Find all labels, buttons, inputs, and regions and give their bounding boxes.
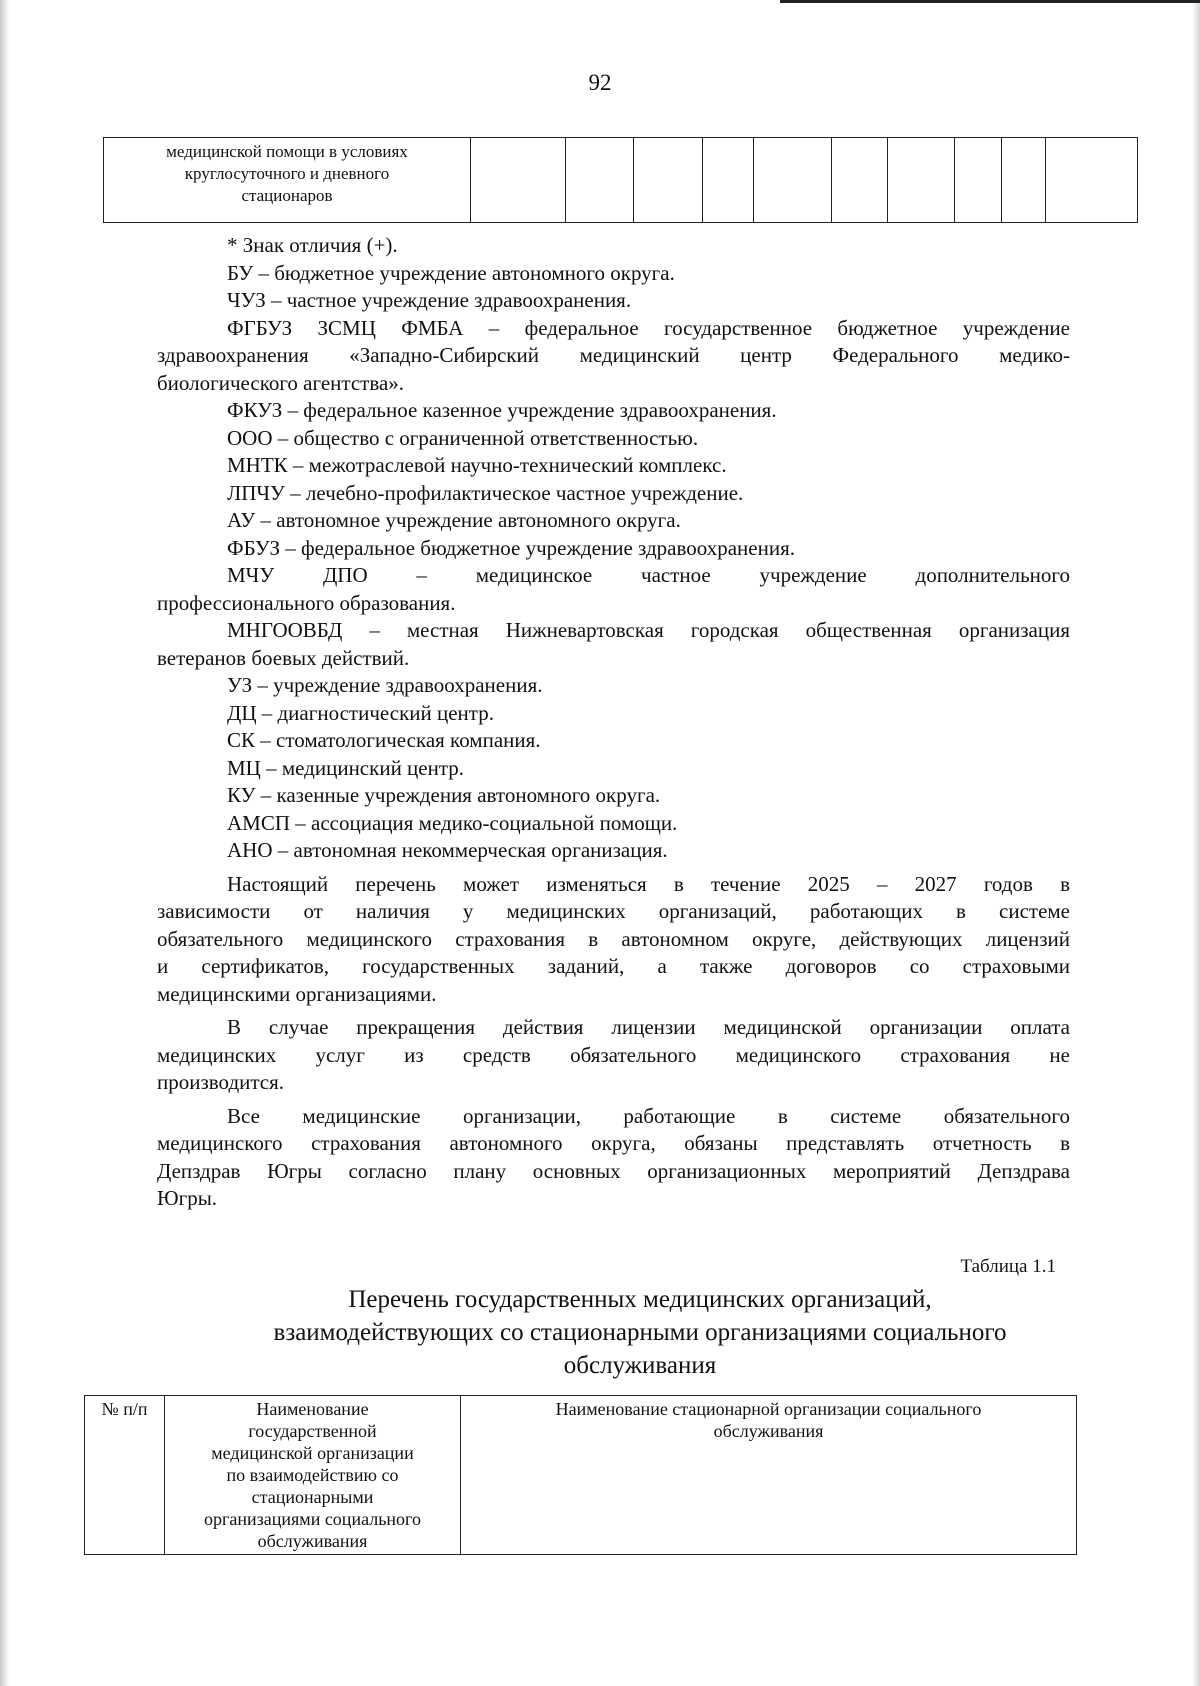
table-header-row: [85, 1396, 1077, 1555]
paragraph-line: Югры.: [157, 1186, 218, 1210]
note-line: * Знак отличия (+).: [227, 233, 398, 257]
abbreviations-list: [157, 232, 1070, 1213]
table-cell: [955, 138, 1002, 223]
note-line: МЧУ ДПО – медицинское частное учреждение дополнительного: [227, 563, 1070, 587]
table-cell: [754, 138, 832, 223]
note-line: УЗ – учреждение здравоохранения.: [227, 673, 543, 697]
note-line: здравоохранения «Западно-Сибирский медицинский центр Федерального медико-: [157, 343, 1070, 367]
paragraph-line: В случае прекращения действия лицензии медицинской организации оплата: [227, 1015, 1070, 1039]
table-cell: [1002, 138, 1046, 223]
note-line: ФБУЗ – федеральное бюджетное учреждение здравоохранения.: [227, 535, 795, 560]
column-header-medical-organization: Наименование государственной медицинской организации по взаимодействию со стационарными организациями социального обслуживания: [165, 1396, 461, 1555]
paragraph: [157, 871, 1070, 1009]
table-title-line: Перечень государственных медицинских организаций,: [348, 1286, 932, 1313]
paragraph-line: медицинских услуг из средств обязательного медицинского страхования не: [157, 1042, 1070, 1067]
note-line: МНГООВБД – местная Нижневартовская городская общественная организация: [227, 618, 1070, 642]
note-line: ЛПЧУ – лечебно-профилактическое частное учреждение.: [227, 480, 744, 505]
scan-edge-top: [780, 0, 1200, 3]
note-line: АНО – автономная некоммерческая организация.: [227, 838, 668, 862]
table-cell: [566, 138, 634, 223]
table-cell: [104, 138, 471, 223]
note-line: БУ – бюджетное учреждение автономного округа.: [227, 260, 675, 285]
paragraph-line: Все медицинские организации, работающие в системе обязательного: [227, 1103, 1070, 1128]
cell-line: круглосуточного и дневного: [184, 164, 390, 183]
table-cell: [832, 138, 888, 223]
page-number: 92: [588, 70, 612, 95]
continued-table: [103, 137, 1138, 223]
table-title-line: взаимодействующих со стационарными организациями социального: [273, 1319, 1007, 1346]
cell-line: медицинской помощи в условиях: [166, 142, 408, 161]
paragraph: [157, 1014, 1070, 1097]
paragraph-line: Настоящий перечень может изменяться в течение 2025 – 2027 годов в: [227, 871, 1070, 896]
column-header-social-organization: Наименование стационарной организации социального обслуживания: [461, 1396, 1077, 1555]
paragraph-line: производится.: [157, 1070, 285, 1094]
paragraph: [157, 1103, 1070, 1213]
column-header-number: № п/п: [85, 1396, 165, 1555]
organizations-table: [84, 1395, 1077, 1555]
scan-edge-right: [1192, 0, 1200, 1686]
paragraph-line: зависимости от наличия у медицинских организаций, работающих в системе: [157, 899, 1070, 923]
paragraph-line: медицинского страхования автономного округа, обязаны представлять отчетность в: [157, 1131, 1070, 1155]
paragraph-line: и сертификатов, государственных заданий, а также договоров со страховыми: [157, 954, 1070, 978]
table-caption: Таблица 1.1: [960, 1256, 1056, 1277]
table-title: [200, 1283, 1080, 1382]
note-line: АУ – автономное учреждение автономного округа.: [227, 508, 681, 532]
note-line: ФКУЗ – федеральное казенное учреждение здравоохранения.: [227, 398, 777, 422]
note-line: МНТК – межотраслевой научно-технический комплекс.: [227, 453, 727, 477]
note-line: биологического агентства».: [157, 370, 405, 395]
note-line: СК – стоматологическая компания.: [227, 728, 541, 752]
table-title-line: обслуживания: [563, 1352, 717, 1379]
note-line: ЧУЗ – частное учреждение здравоохранения.: [227, 288, 632, 312]
cell-line: стационаров: [241, 186, 333, 205]
scan-edge-left: [0, 0, 10, 1686]
note-line: МЦ – медицинский центр.: [227, 755, 465, 780]
table-cell: [471, 138, 566, 223]
table-cell: [1046, 138, 1138, 223]
note-line: профессионального образования.: [157, 590, 456, 615]
paragraph-line: обязательного медицинского страхования в автономном округе, действующих лицензий: [157, 926, 1070, 951]
note-line: ДЦ – диагностический центр.: [227, 700, 494, 725]
note-line: ветеранов боевых действий.: [157, 645, 410, 670]
note-line: ФГБУЗ ЗСМЦ ФМБА – федеральное государственное бюджетное учреждение: [227, 315, 1070, 340]
paragraph-line: Депздрав Югры согласно плану основных организационных мероприятий Депздрава: [157, 1158, 1070, 1183]
table-cell: [888, 138, 955, 223]
note-line: АМСП – ассоциация медико-социальной помощи.: [227, 810, 678, 835]
paragraph-line: медицинскими организациями.: [157, 981, 437, 1006]
table-cell: [634, 138, 703, 223]
note-line: ООО – общество с ограниченной ответственностью.: [227, 425, 699, 450]
table-row: [104, 138, 1138, 223]
table-cell: [703, 138, 754, 223]
note-line: КУ – казенные учреждения автономного округа.: [227, 783, 661, 807]
